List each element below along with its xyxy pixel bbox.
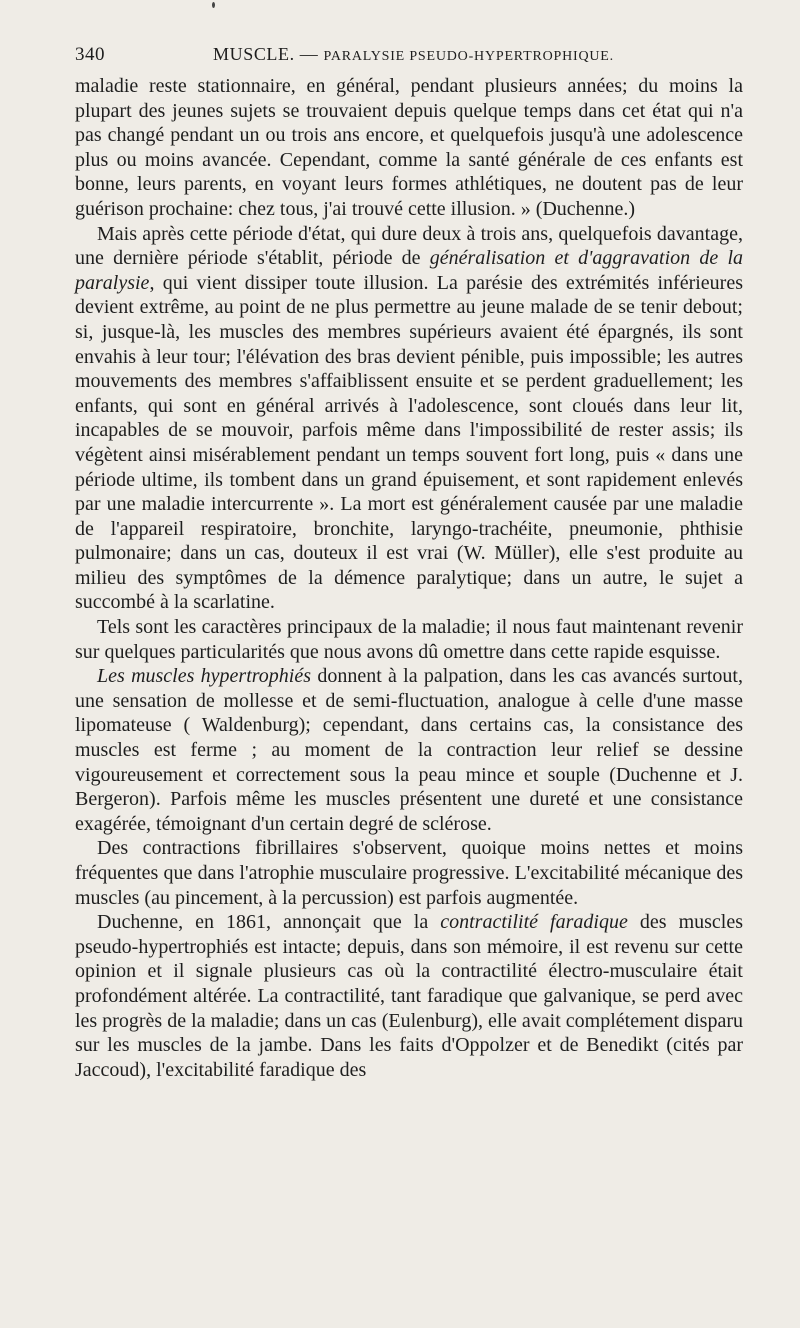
text-segment: Des contractions fibrillaires s'observent, quoique moins nettes et moins fréquentes que dans l'atrophie musculaire progressive. L'excitabilité mécanique des muscles (au pincement, à la percussion) est parfois augmentée. (75, 837, 743, 909)
running-title (213, 44, 614, 65)
ink-speck (212, 2, 215, 8)
page-number: 340 (75, 44, 105, 65)
italic-term: contractilité faradique (440, 911, 628, 934)
running-title-main: MUSCLE. — (213, 44, 324, 64)
text-segment: Duchenne, en 1861, annonçait que la (97, 911, 441, 934)
text-segment: Tels sont les caractères principaux de la maladie; il nous faut maintenant revenir sur quelques particularités que nous avons dû omettre dans cette rapide esquisse. (75, 616, 743, 663)
body-text (75, 74, 743, 1082)
text-segment: maladie reste stationnaire, en général, pendant plusieurs années; du moins la plupart des jeunes sujets se trouvaient depuis quelque temps dans cet état qui n'a pas changé pendant un ou trois ans encore, et quelquefois jusqu'à une adolescence plus ou moins avancée. Cependant, comme la santé générale de ces enfants est bonne, leurs parents, en voyant leurs formes athlétiques, ne doutent pas de leur guérison prochaine: chez tous, j'ai trouvé cette illusion. » (Duchenne.) (75, 75, 743, 220)
text-segment: , qui vient dissiper toute illusion. La parésie des extrémités inférieures devient extrême, au point de ne plus permettre au jeune malade de se tenir debout; si, jusque-là, les muscles des membres supérieurs avaient été épargnés, ils sont envahis à leur tour; l'élévation des bras devient pénible, puis impossible; les autres mouvements des membres s'affaiblissent ensuite et se perdent graduellement; les enfants, qui sont en général arrivés à l'adolescence, sont cloués dans leur lit, incapables de se mouvoir, parfois même dans l'impossibilité de rester assis; ils végètent ainsi misérablement pendant un temps souvent fort long, puis « dans une période ultime, ils tombent dans un grand épuisement, et sont rapidement enlevés par une maladie intercurrente ». La mort est généralement causée par une maladie de l'appareil respiratoire, bronchite, laryngo-trachéite, pneumonie, phthisie pulmonaire; dans un cas, douteux il est vrai (W. Müller), elle s'est produite au milieu des symptômes de la démence paralytique; dans un autre, le sujet a succombé à la scarlatine. (75, 271, 743, 614)
running-header (75, 44, 745, 68)
italic-term: généralisation et d'aggravation de la paralysie (75, 247, 743, 294)
text-segment: donnent à la palpation, dans les cas avancés surtout, une sensation de mollesse et de semi-fluctuation, analogue à celle d'une masse lipomateuse ( Waldenburg); cependant, dans certains cas, la consistance des muscles est ferme ; au moment de la contraction leur relief se dessine vigoureusement et correctement sous la peau mince et souple (Duchenne et J. Bergeron). Parfois même les muscles présentent une dureté et une consistance exagérée, témoignant d'un certain degré de sclérose. (75, 665, 743, 835)
running-title-sub: PARALYSIE PSEUDO-HYPERTROPHIQUE. (323, 49, 614, 64)
italic-term: Les muscles hypertrophiés (97, 665, 312, 688)
paragraph (75, 222, 743, 616)
text-segment: Mais après cette période d'état, qui dure deux à trois ans, quelquefois davantage, une dernière période s'établit, période de (75, 222, 743, 270)
paragraph (75, 664, 743, 836)
paragraph (75, 615, 743, 664)
paragraph (75, 74, 743, 222)
paragraph (75, 836, 743, 910)
text-segment: des muscles pseudo-hypertrophiés est intacte; depuis, dans son mémoire, il est revenu sur cette opinion et il signale plusieurs cas où la contractilité électro-musculaire était profondément altérée. La contractilité, tant faradique que galvanique, se perd avec les progrès de la maladie; dans un cas (Eulenburg), elle avait complétement disparu sur les muscles de la jambe. Dans les faits d'Oppolzer et de Benedikt (cités par Jaccoud), l'excitabilité faradique des (75, 911, 744, 1081)
paragraph (75, 910, 743, 1082)
